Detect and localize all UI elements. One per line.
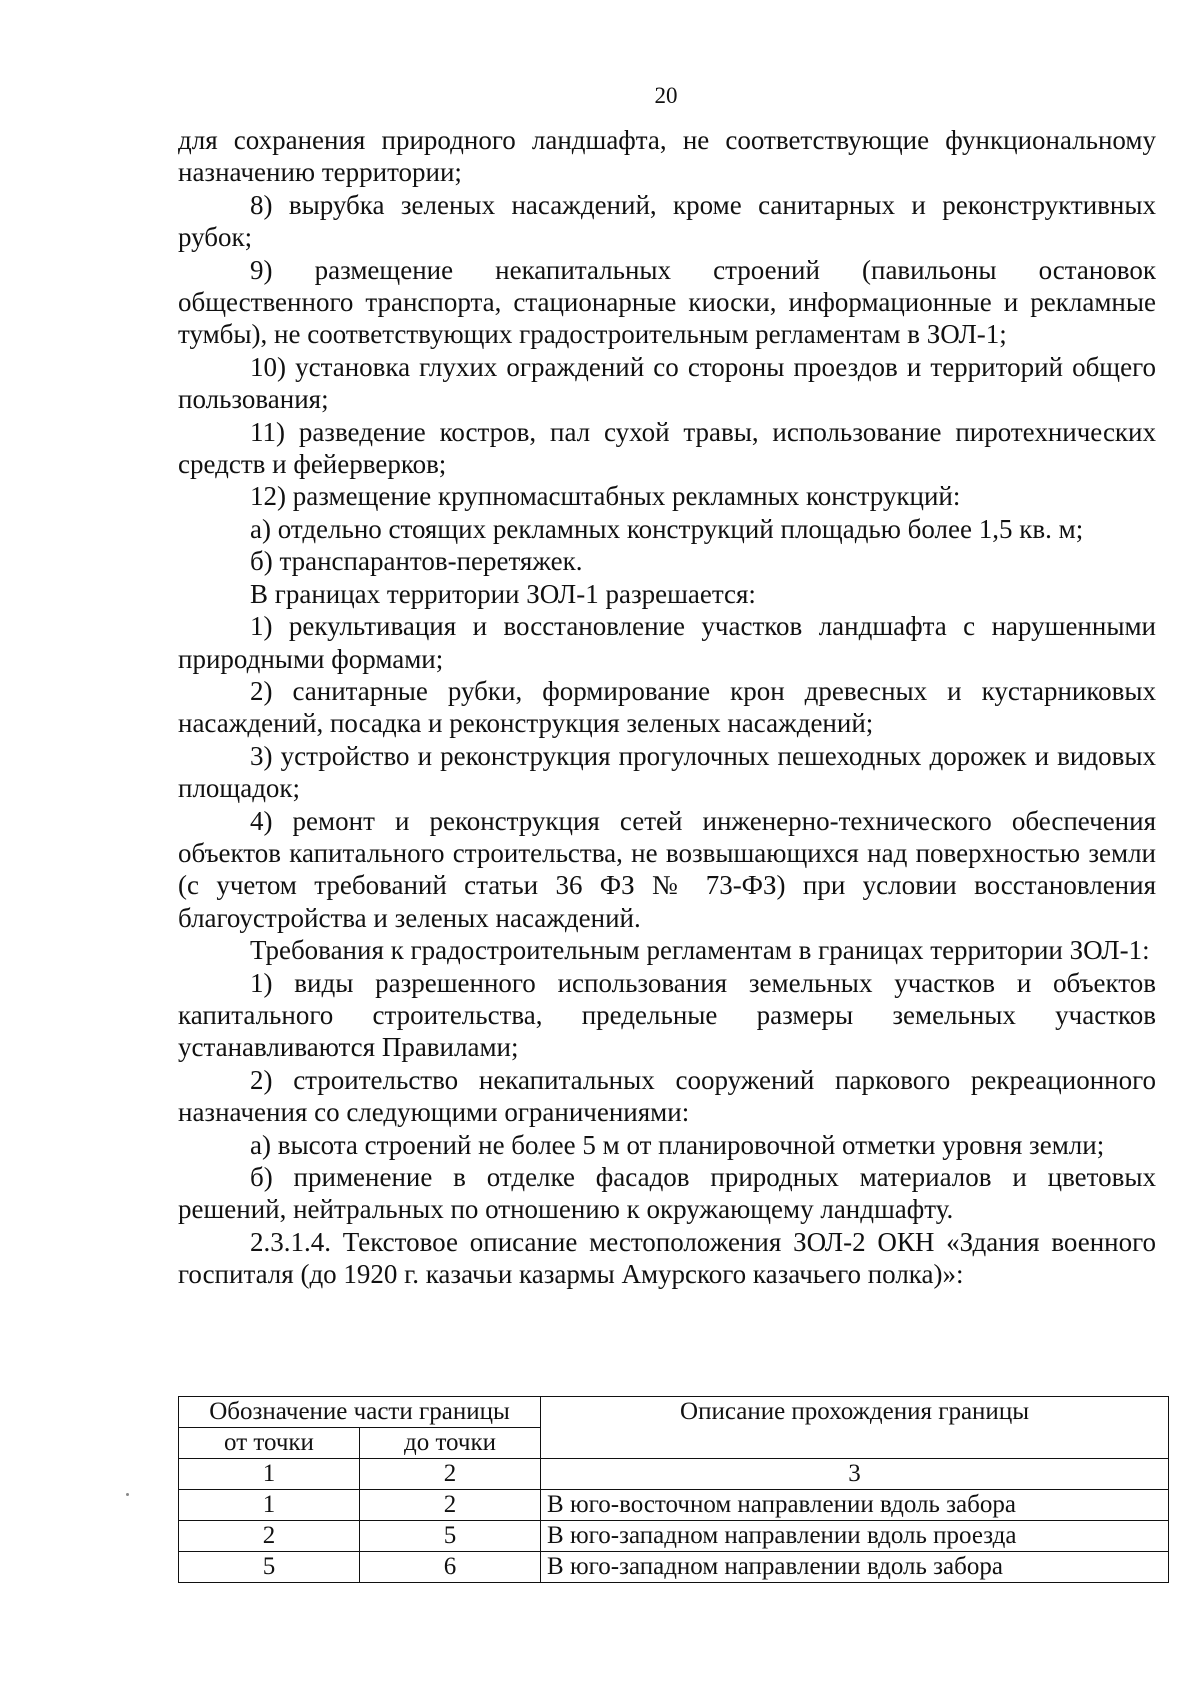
from-point-cell: 1 (179, 1490, 360, 1521)
table-row (179, 1490, 1169, 1521)
description-cell: В юго-западном направлении вдоль проезда (541, 1521, 1169, 1552)
paragraph: 1) виды разрешенного использования земельных участков и объектов капитального строительства, предельные размеры земельных участков устанавливаются Правилами; (178, 967, 1156, 1063)
column-number: 3 (541, 1459, 1169, 1490)
paragraph: 11) разведение костров, пал сухой травы, использование пиротехнических средств и фейерверков; (178, 416, 1156, 480)
paragraph: б) применение в отделке фасадов природных материалов и цветовых решений, нейтральных по отношению к окружающему ландшафту. (178, 1162, 1156, 1225)
section-heading-paragraph: 2.3.1.4. Текстовое описание местоположения ЗОЛ-2 ОКН «Здания военного госпиталя (до 1920 г. казачьи казармы Амурского казачьего полка)»: (178, 1226, 1156, 1290)
header-to-point: до точки (360, 1428, 541, 1459)
to-point-cell: 5 (360, 1521, 541, 1552)
table-row (179, 1521, 1169, 1552)
boundary-table (178, 1396, 1169, 1583)
paragraph: 9) размещение некапитальных строений (павильоны остановок общественного транспорта, стационарные киоски, информационные и рекламные тумбы), не соответствующих градостроительным регламентам в ЗОЛ-1; (178, 254, 1156, 350)
table-header-row (179, 1397, 1169, 1428)
from-point-cell: 5 (179, 1552, 360, 1583)
to-point-cell: 6 (360, 1552, 541, 1583)
paragraph: а) отдельно стоящих рекламных конструкций площадью более 1,5 кв. м; (250, 513, 1084, 544)
table-numbering-row (179, 1459, 1169, 1490)
body-text (178, 124, 1156, 1291)
paragraph: 2) санитарные рубки, формирование крон древесных и кустарниковых насаждений, посадка и реконструкция зеленых насаждений; (178, 675, 1156, 739)
header-boundary-part: Обозначение части границы (179, 1397, 541, 1428)
column-number: 1 (179, 1459, 360, 1490)
column-number: 2 (360, 1459, 541, 1490)
paragraph: б) транспарантов-перетяжек. (250, 546, 583, 577)
paragraph: Требования к градостроительным регламентам в границах территории ЗОЛ-1: (250, 935, 1150, 966)
paragraph: 12) размещение крупномасштабных рекламных конструкций: (250, 481, 961, 512)
paragraph: 8) вырубка зеленых насаждений, кроме санитарных и реконструктивных рубок; (178, 189, 1156, 253)
boundary-table-wrapper (178, 1396, 1168, 1583)
paragraph: В границах территории ЗОЛ-1 разрешается: (250, 578, 756, 609)
paragraph: 4) ремонт и реконструкция сетей инженерно-технического обеспечения объектов капитального строительства, не возвышающихся над поверхностью земли (с учетом требований статьи 36 ФЗ № 73-ФЗ) при условии восстановления благоустройства и зеленых насаждений. (178, 805, 1156, 933)
description-cell: В юго-западном направлении вдоль забора (541, 1552, 1169, 1583)
header-from-point: от точки (179, 1428, 360, 1459)
paragraph: 1) рекультивация и восстановление участков ландшафта с нарушенными природными формами; (178, 611, 1156, 674)
paragraph: 2) строительство некапитальных сооружений паркового рекреационного назначения со следующими ограничениями: (178, 1064, 1156, 1128)
table-row (179, 1552, 1169, 1583)
paragraph: а) высота строений не более 5 м от планировочной отметки уровня земли; (250, 1129, 1105, 1160)
from-point-cell: 2 (179, 1521, 360, 1552)
scan-speck (126, 1493, 129, 1496)
paragraph: для сохранения природного ландшафта, не соответствующие функциональному назначению территории; (178, 125, 1156, 188)
description-cell: В юго-восточном направлении вдоль забора (541, 1490, 1169, 1521)
paragraph: 3) устройство и реконструкция прогулочных пешеходных дорожек и видовых площадок; (178, 740, 1156, 804)
page-number: 20 (654, 83, 678, 108)
header-boundary-description: Описание прохождения границы (541, 1397, 1169, 1459)
to-point-cell: 2 (360, 1490, 541, 1521)
paragraph: 10) установка глухих ограждений со стороны проездов и территорий общего пользования; (178, 351, 1156, 415)
